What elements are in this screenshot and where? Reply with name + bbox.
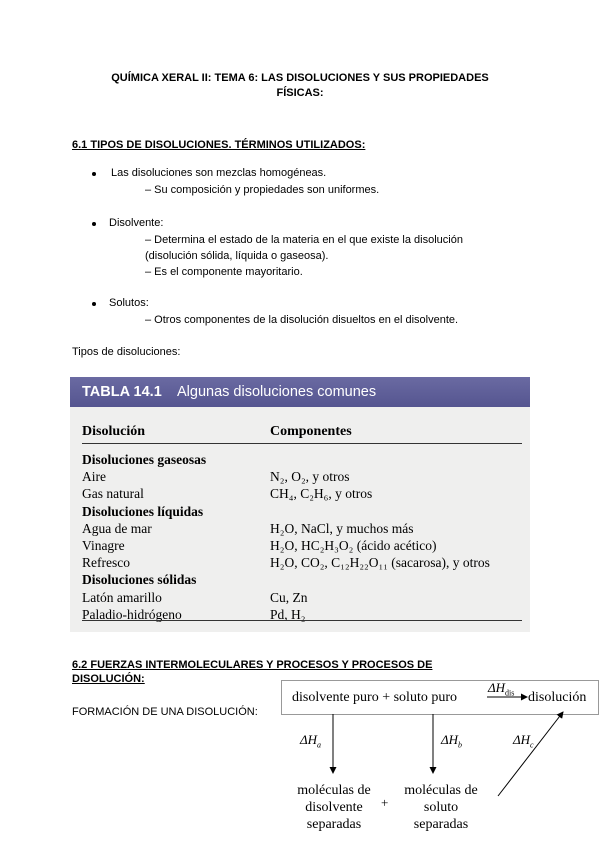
cell-solution: Paladio-hidrógeno bbox=[82, 606, 182, 622]
cell-solution: Disoluciones sólidas bbox=[82, 572, 197, 588]
solvent-line-2: disolvente bbox=[305, 800, 363, 815]
cell-components: Cu, Zn bbox=[270, 589, 308, 605]
dh-b-symbol: ΔH bbox=[441, 732, 459, 747]
table-number: TABLA 14.1 bbox=[82, 384, 162, 400]
solute-line-3: separadas bbox=[413, 817, 469, 832]
bullet-1-text: Las disoluciones son mezclas homogéneas. bbox=[111, 167, 327, 179]
solvent-line-3: separadas bbox=[306, 817, 362, 832]
cell-solution: Latón amarillo bbox=[82, 589, 162, 605]
cell-solution: Gas natural bbox=[82, 486, 144, 502]
dh-c-symbol: ΔH bbox=[513, 732, 531, 747]
bullet-2-sub-2: (disolución sólida, líquida o gaseosa). bbox=[145, 250, 329, 262]
dh-b-label bbox=[441, 732, 462, 750]
dh-a-symbol: ΔH bbox=[300, 732, 318, 747]
cell-solution: Refresco bbox=[82, 555, 130, 571]
title-line-2: FÍSICAS: bbox=[276, 87, 324, 99]
section-1-heading: 6.1 TIPOS DE DISOLUCIONES. TÉRMINOS UTILIZADOS: bbox=[72, 139, 366, 151]
dh-b-subscript: b bbox=[458, 740, 463, 750]
section-2-heading-line-1: 6.2 FUERZAS INTERMOLECULARES Y PROCESOS Y PROCESOS DE bbox=[72, 659, 433, 671]
table-caption: Algunas disoluciones comunes bbox=[177, 384, 377, 400]
cell-solution: Vinagre bbox=[82, 537, 125, 553]
bullet-3-sub-1: – Otros componentes de la disolución disueltos en el disolvente. bbox=[145, 314, 459, 326]
solute-line-1: moléculas de bbox=[404, 783, 478, 798]
dh-a-subscript: a bbox=[317, 740, 322, 750]
cell-components: Pd, H₂ bbox=[270, 606, 306, 622]
separated-solvent-molecules bbox=[286, 782, 382, 833]
solvent-line-1: moléculas de bbox=[297, 783, 371, 798]
cell-components: H₂O, CO₂, C₁₂H₂₂O₁₁ (sacarosa), y otros bbox=[270, 555, 490, 571]
bullet-3-text: Solutos: bbox=[109, 297, 149, 309]
dh-c-subscript: c bbox=[530, 740, 534, 750]
cell-solution: Disoluciones líquidas bbox=[82, 503, 204, 519]
cell-components: H₂O, NaCl, y muchos más bbox=[270, 520, 414, 536]
cell-solution: Aire bbox=[82, 469, 106, 485]
cell-components: CH₄, C₂H₆, y otros bbox=[270, 486, 373, 502]
separated-solute-molecules bbox=[393, 782, 489, 833]
dh-c-arrow bbox=[498, 712, 563, 796]
bullet-2-sub-1: – Determina el estado de la materia en el que existe la disolución bbox=[145, 234, 463, 246]
dh-dis-symbol: ΔH bbox=[488, 680, 506, 695]
dh-dis-subscript: dis bbox=[505, 688, 515, 698]
cell-components: N₂, O₂, y otros bbox=[270, 469, 350, 485]
solute-line-2: soluto bbox=[423, 800, 459, 815]
dh-c-label bbox=[513, 732, 534, 750]
plus-sign: + bbox=[381, 795, 389, 810]
cell-solution: Agua de mar bbox=[82, 520, 152, 536]
section-2-heading-line-2: DISOLUCIÓN: bbox=[72, 673, 145, 685]
column-header-components: Componentes bbox=[270, 424, 352, 439]
cell-components: H₂O, HC₂H₃O₂ (ácido acético) bbox=[270, 537, 437, 553]
pure-solvent-solute-text: disolvente puro + soluto puro bbox=[292, 690, 457, 705]
bullet-1-sub-1: – Su composición y propiedades son uniformes. bbox=[145, 184, 380, 196]
cell-solution: Disoluciones gaseosas bbox=[82, 452, 207, 467]
title-line-1: QUÍMICA XERAL II: TEMA 6: LAS DISOLUCIONES Y SUS PROPIEDADES bbox=[111, 72, 489, 84]
bullet-2-sub-3: – Es el componente mayoritario. bbox=[145, 266, 303, 278]
types-label: Tipos de disoluciones: bbox=[72, 346, 181, 358]
dh-a-label bbox=[300, 732, 321, 750]
bullet-2-text: Disolvente: bbox=[109, 217, 164, 229]
column-header-solution: Disolución bbox=[82, 424, 146, 439]
solution-text: disolución bbox=[528, 690, 587, 705]
formation-label: FORMACIÓN DE UNA DISOLUCIÓN: bbox=[72, 706, 258, 718]
